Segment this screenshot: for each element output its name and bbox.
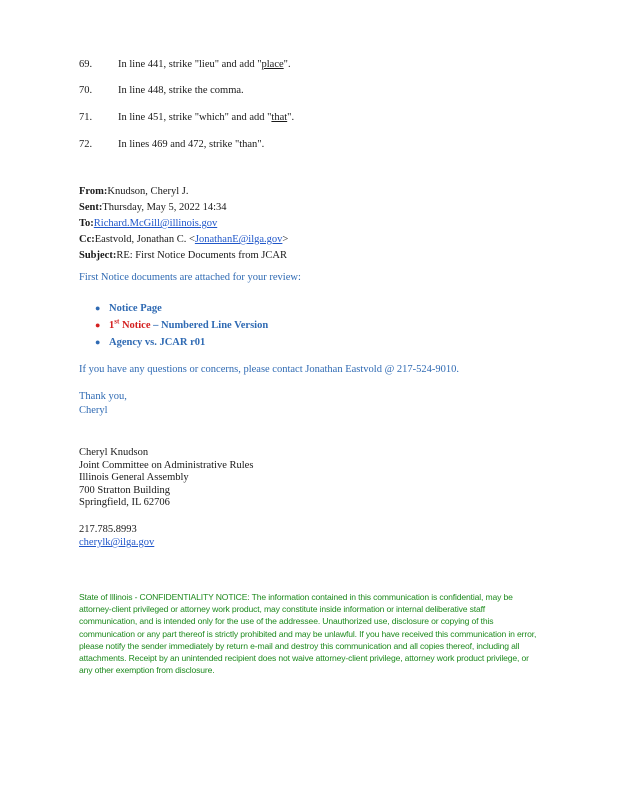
bullet-icon: ● <box>95 320 101 330</box>
subject-label: Subject: <box>79 250 117 261</box>
signature-org-2: Illinois General Assembly <box>79 472 189 483</box>
signature-org: Joint Committee on Administrative Rules <box>79 459 254 471</box>
item-underlined-text: place <box>261 59 284 70</box>
attachment-list <box>95 300 268 351</box>
signature-contact <box>79 523 154 549</box>
cc-label: Cc: <box>79 234 95 245</box>
signature-city: Springfield, IL 62706 <box>79 497 170 508</box>
item-text: In line 441, strike "lieu" and add " <box>118 59 262 70</box>
item-text: In lines 469 and 472, strike "than". <box>118 139 265 150</box>
sent-line <box>79 200 288 216</box>
confidentiality-notice: State of Illinois - CONFIDENTIALITY NOTICE: The information contained in this communication is confidential, may be attorney-client privileged or attorney work product, may constitute inside information or internal deliberative staff communication, and is intended only for the use of the addressee. Unauthorized use, disclosure or copying of this communication or any part thereof is strictly prohibited and may be unlawful. If you have received this communication in error, please notify the sender immediately by return e-mail and destroy this communication and all copies thereof, including all attachments. Receipt by an unintended recipient does not waive attorney-client privilege, attorney work product privilege, or any other exemption from disclosure. <box>79 592 537 676</box>
signature-name: Cheryl Knudson <box>79 447 149 458</box>
attachment-item-notice-page[interactable] <box>95 300 268 317</box>
item-text: In line 448, strike the comma. <box>118 85 244 96</box>
cc-value-end: > <box>282 234 289 245</box>
closing-name: Cheryl <box>79 405 108 416</box>
attachment-item-agency-vs-jcar[interactable] <box>95 334 268 351</box>
item-number: 69. <box>79 59 93 70</box>
list-item-71 <box>79 111 294 124</box>
cc-email-link[interactable]: JonathanE@ilga.gov <box>194 234 283 245</box>
attachment-label-red: Notice <box>119 320 151 331</box>
item-number: 70. <box>79 85 93 96</box>
attachment-ordinal: 1 <box>109 320 115 331</box>
sent-value: Thursday, May 5, 2022 14:34 <box>102 202 227 213</box>
bullet-icon: ● <box>95 337 101 347</box>
bullet-icon: ● <box>95 303 101 313</box>
to-email-link[interactable]: Richard.McGill@illinois.gov <box>93 218 218 229</box>
to-line <box>79 216 288 232</box>
cc-value: Eastvold, Jonathan C. < <box>94 234 195 245</box>
attachment-label: – Numbered Line Version <box>150 320 269 331</box>
signature-address: 700 Stratton Building <box>79 484 171 496</box>
questions-text: If you have any questions or concerns, please contact Jonathan Eastvold @ 217-524-9010. <box>79 364 459 375</box>
closing <box>79 390 127 418</box>
item-text: In line 451, strike "which" and add " <box>118 112 272 123</box>
sent-label: Sent: <box>79 202 103 213</box>
from-label: From: <box>79 186 108 197</box>
attachment-label: Notice Page <box>109 303 162 314</box>
item-text-end: ". <box>283 59 291 70</box>
signature-email-link[interactable]: cherylk@ilga.gov <box>79 537 155 548</box>
list-item-69 <box>79 58 291 71</box>
attachment-ordinal-suffix: st <box>114 317 120 326</box>
subject-value: RE: First Notice Documents from JCAR <box>116 250 287 261</box>
subject-line <box>79 248 288 264</box>
email-header <box>79 184 288 264</box>
from-value: Knudson, Cheryl J. <box>107 186 189 197</box>
closing-thanks: Thank you, <box>79 391 127 402</box>
intro-text: First Notice documents are attached for your review: <box>79 272 301 283</box>
to-label: To: <box>79 218 94 229</box>
item-underlined-text: that <box>271 112 288 123</box>
from-line <box>79 184 288 200</box>
list-item-72 <box>79 138 264 151</box>
signature-block <box>79 447 253 510</box>
list-item-70 <box>79 84 244 97</box>
attachment-label: Agency vs. JCAR r01 <box>109 337 206 348</box>
item-text-end: ". <box>287 112 295 123</box>
signature-phone: 217.785.8993 <box>79 524 137 535</box>
item-number: 71. <box>79 112 93 123</box>
attachment-item-numbered-line[interactable] <box>95 317 268 334</box>
item-number: 72. <box>79 139 93 150</box>
cc-line <box>79 232 288 248</box>
